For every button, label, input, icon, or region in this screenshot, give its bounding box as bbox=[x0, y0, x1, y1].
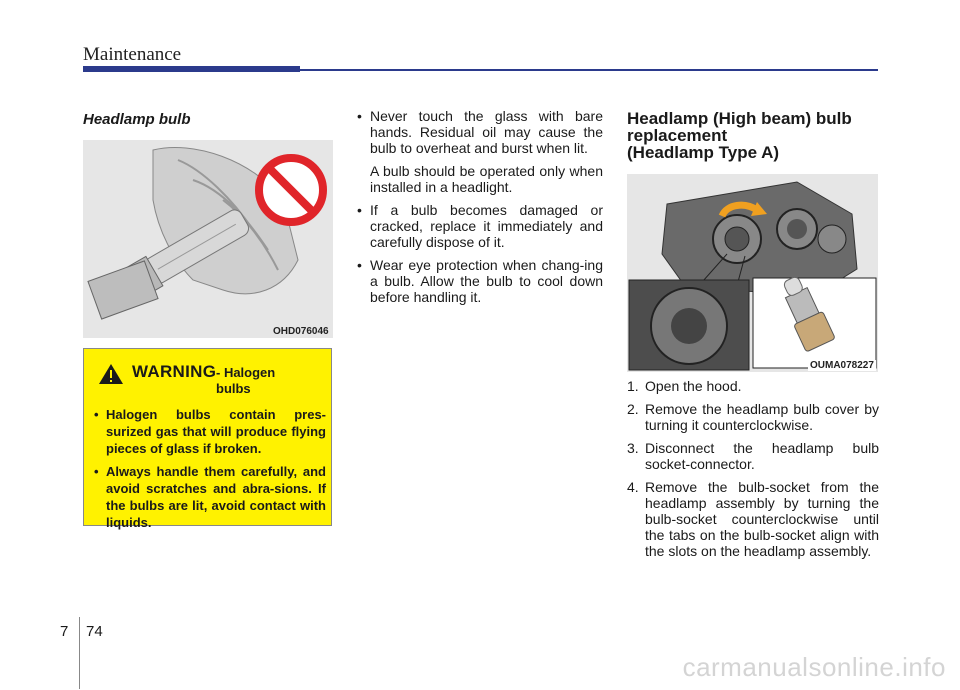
header-rule-thin bbox=[300, 69, 878, 71]
precautions-column bbox=[357, 108, 603, 312]
step-text: Remove the headlamp bulb cover by turning it counterclockwise. bbox=[645, 401, 879, 433]
heading-line-1: Headlamp (High beam) bulb replacement bbox=[627, 109, 852, 145]
warning-subtitle: - Halogen bulbs bbox=[216, 365, 276, 396]
page-header-title: Maintenance bbox=[83, 44, 182, 65]
replacement-steps-list bbox=[627, 378, 879, 566]
hand-holding-bulb-image bbox=[83, 140, 333, 338]
page-number: 74 bbox=[86, 623, 103, 640]
step-text: Disconnect the headlamp bulb socket-connector. bbox=[645, 440, 879, 472]
warning-triangle-icon bbox=[98, 363, 124, 385]
step-number: 3. bbox=[627, 440, 639, 456]
warning-list bbox=[94, 406, 326, 537]
figure-code-right: OUMA078227 bbox=[810, 360, 874, 371]
step-number: 4. bbox=[627, 479, 639, 495]
chapter-number: 7 bbox=[60, 623, 69, 640]
heading-line-2: (Headlamp Type A) bbox=[627, 143, 780, 162]
bulb-handling-illustration bbox=[83, 140, 333, 338]
precaution-bullet: • Never touch the glass with bare hands. Residual oil may cause the bulb to overheat and burst when lit. bbox=[357, 108, 603, 156]
figure-code-left: OHD076046 bbox=[273, 326, 329, 337]
warning-word: WARNING bbox=[132, 362, 217, 381]
precaution-bullet: • Wear eye protection when chang-ing a bulb. Allow the bulb to cool down before handling it. bbox=[357, 257, 603, 305]
precaution-bullet: • If a bulb becomes damaged or cracked, replace it immediately and carefully dispose of it. bbox=[357, 202, 603, 250]
step-number: 1. bbox=[627, 378, 639, 394]
step-item bbox=[627, 378, 879, 394]
step-item bbox=[627, 440, 879, 472]
section-heading-high-beam bbox=[627, 110, 879, 161]
step-text: Open the hood. bbox=[645, 378, 742, 394]
headlamp-assembly-image bbox=[627, 174, 878, 372]
footer-divider bbox=[79, 617, 80, 689]
precaution-continuation: A bulb should be operated only when installed in a headlight. bbox=[370, 163, 603, 195]
step-item bbox=[627, 479, 879, 559]
headlamp-assembly-illustration bbox=[627, 174, 878, 372]
warning-box bbox=[83, 348, 332, 530]
section-heading-headlamp-bulb: Headlamp bulb bbox=[83, 111, 191, 128]
watermark-text: carmanualsonline.info bbox=[682, 652, 946, 682]
step-item bbox=[627, 401, 879, 433]
warning-item: • Always handle them carefully, and avoid scratches and abra-sions. If the bulbs are lit, avoid contact with liquids. bbox=[94, 463, 326, 531]
header-rule-thick bbox=[83, 66, 300, 72]
step-number: 2. bbox=[627, 401, 639, 417]
step-text: Remove the bulb-socket from the headlamp assembly by turning the bulb-socket counterclockwise until the tabs on the bulb-socket align with the slots on the headlamp assembly. bbox=[645, 479, 879, 559]
warning-item: • Halogen bulbs contain pres-surized gas that will produce flying pieces of glass if broken. bbox=[94, 406, 326, 457]
